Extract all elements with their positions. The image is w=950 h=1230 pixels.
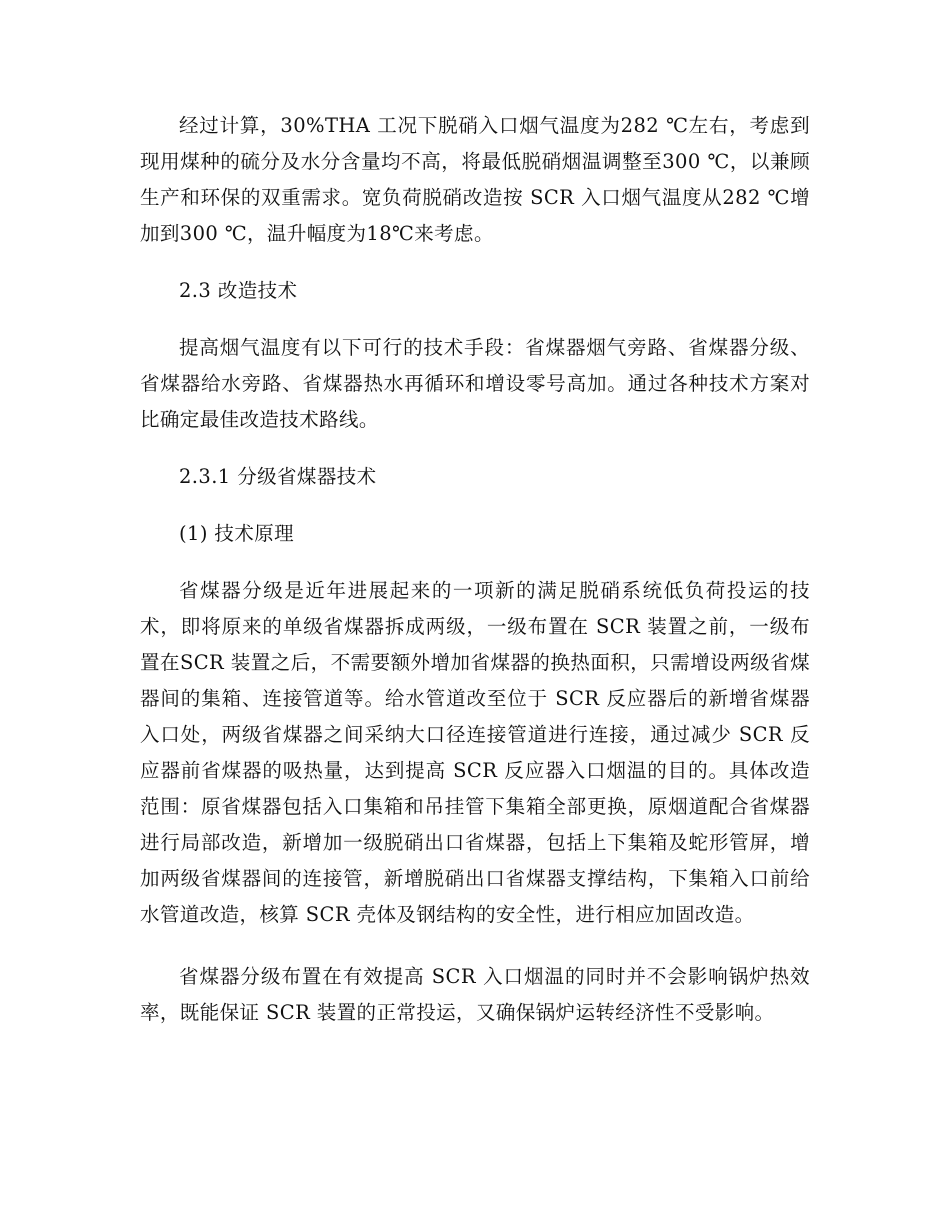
paragraph-economizer-staging: 省煤器分级是近年进展起来的一项新的满足脱硝系统低负荷投运的技术，即将原来的单级省煤器拆成两级，一级布置在 SCR 装置之前，一级布置在SCR 装置之后，不需要额外增加省煤器的换热面积，只需增设两级省煤器间的集箱、连接管道等。给水管道改至位于 SCR 反应器后的新增省煤器入口处，两级省煤器之间采纳大口径连接管道进行连接，通过减少 SCR 反应器前省煤器的吸热量，达到提高 SCR 反应器入口烟温的目的。具体改造范围：原省煤器包括入口集箱和吊挂管下集箱全部更换，原烟道配合省煤器进行局部改造，新增加一级脱硝出口省煤器，包括上下集箱及蛇形管屏，增加两级省煤器间的连接管，新增脱硝出口省煤器支撑结构，下集箱入口前给水管道改造，核算 SCR 壳体及钢结构的安全性，进行相应加固改造。	[140, 579, 810, 926]
paragraph-economizer-conclusion: 省煤器分级布置在有效提高 SCR 入口烟温的同时并不会影响锅炉热效率，既能保证 SCR 装置的正常投运，又确保锅炉运转经济性不受影响。	[140, 965, 810, 1024]
section-heading-2-3: 2.3 改造技术	[179, 279, 298, 302]
subsection-heading-principle: (1) 技术原理	[179, 522, 295, 545]
paragraph-temperature-calculation: 经过计算，30%THA 工况下脱硝入口烟气温度为282 ℃左右，考虑到现用煤种的硫分及水分含量均不高，将最低脱硝烟温调整至300 ℃，以兼顾生产和环保的双重需求。宽负荷脱硝改造按 SCR 入口烟气温度从282 ℃增加到300 ℃，温升幅度为18℃来考虑。	[140, 114, 810, 245]
paragraph-technical-means: 提高烟气温度有以下可行的技术手段：省煤器烟气旁路、省煤器分级、省煤器给水旁路、省煤器热水再循环和增设零号高加。通过各种技术方案对比确定最佳改造技术路线。	[140, 336, 810, 431]
section-heading-2-3-1: 2.3.1 分级省煤器技术	[179, 465, 377, 488]
document-body	[140, 108, 810, 1052]
